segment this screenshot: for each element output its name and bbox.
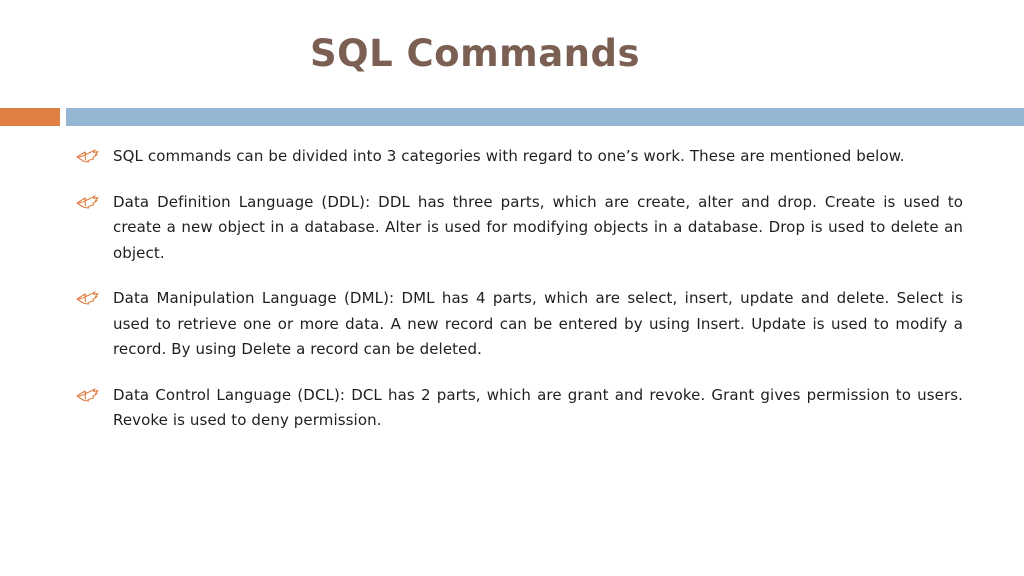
bullet-item bbox=[76, 286, 963, 363]
pointing-hand-icon bbox=[76, 192, 100, 210]
bullet-text: Data Manipulation Language (DML): DML has 4 parts, which are select, insert, update and delete. Select is used to retrieve one or more data. A new record can be entered by using Insert. Update is used to modify a record. By using Delete a record can be deleted. bbox=[113, 289, 963, 358]
bullet-text: SQL commands can be divided into 3 categories with regard to one’s work. These are mentioned below. bbox=[113, 147, 905, 165]
slide-title: SQL Commands bbox=[309, 32, 641, 75]
accent-bar-blue bbox=[66, 108, 1024, 126]
bullet-text: Data Definition Language (DDL): DDL has three parts, which are create, alter and drop. Create is used to create a new object in a database. Alter is used for modifying objects in a database. Drop is used to delete an object. bbox=[113, 192, 963, 262]
pointing-hand-icon bbox=[76, 288, 100, 306]
bullet-text: Data Control Language (DCL): DCL has 2 parts, which are grant and revoke. Grant gives permission to users. Revoke is used to deny permission. bbox=[113, 385, 963, 429]
accent-bar-orange bbox=[0, 108, 60, 126]
bullet-item bbox=[76, 383, 963, 434]
bullet-item bbox=[76, 144, 963, 170]
bullet-item bbox=[76, 190, 963, 267]
pointing-hand-icon bbox=[76, 385, 100, 403]
bullet-list bbox=[76, 144, 963, 454]
pointing-hand-icon bbox=[76, 146, 100, 164]
